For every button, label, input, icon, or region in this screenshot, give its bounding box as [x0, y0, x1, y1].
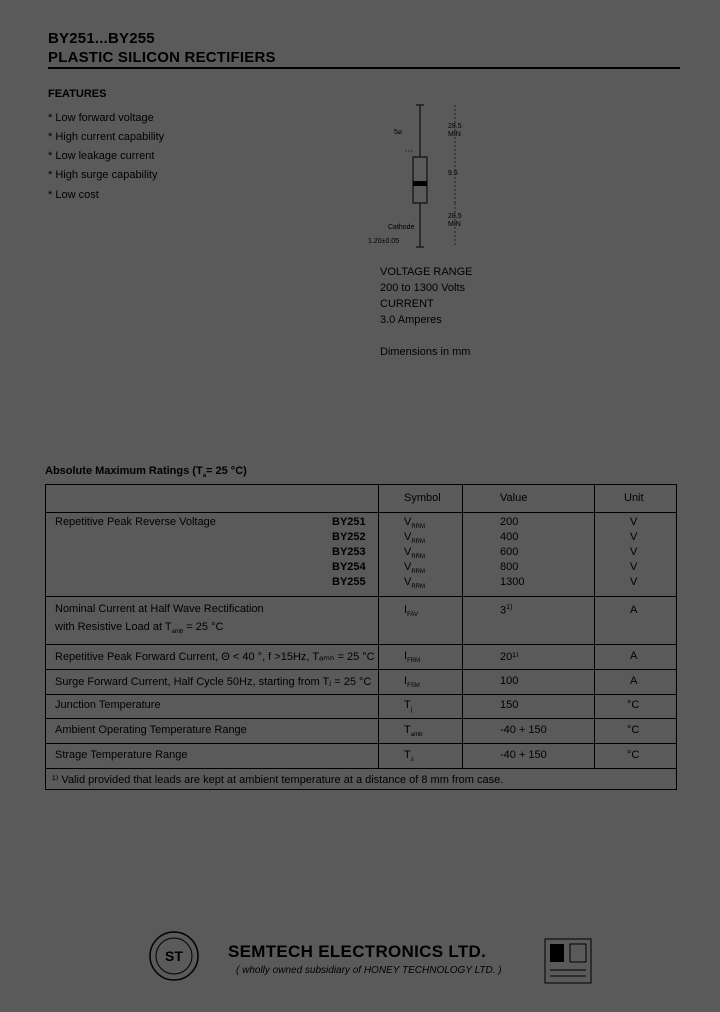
- cathode-label: Cathode: [388, 224, 415, 231]
- row-unit: A: [630, 650, 638, 662]
- feature-item: * High surge capability: [48, 169, 158, 181]
- row-symbol: $T_s$: [404, 749, 414, 763]
- semtech-logo: [148, 930, 200, 982]
- row-value: 100: [500, 675, 519, 687]
- table-top-border: [45, 484, 677, 485]
- dimensions-note: Dimensions in mm: [380, 346, 471, 358]
- rrm-symbol: $V_{RRM}$: [404, 531, 426, 545]
- rrm-part: BY254: [332, 561, 366, 573]
- voltage-range-label: VOLTAGE RANGE: [380, 266, 473, 278]
- row-value: -40 + 150: [500, 749, 547, 761]
- svg-text:ST: ST: [165, 948, 183, 964]
- rrm-value: 200: [500, 516, 519, 528]
- rrm-unit: V: [630, 576, 638, 588]
- dim-body-label: 9.5: [448, 170, 458, 177]
- rrm-symbol: $V_{RRM}$: [404, 576, 426, 590]
- dim-bottom-label: 28.5: [448, 213, 462, 220]
- dim-top-min-label: MIN: [448, 131, 461, 138]
- table-row-divider: [45, 694, 677, 695]
- ratings-heading: Absolute Maximum Ratings ($T_a= 25$ °C): [45, 465, 247, 479]
- rrm-symbol: $V_{RRM}$: [404, 561, 426, 575]
- dim-top-label: 28.5: [448, 123, 462, 130]
- feature-item: * Low cost: [48, 189, 99, 201]
- row-unit: A: [630, 675, 638, 687]
- table-row-divider: [45, 512, 677, 513]
- company-name: SEMTECH ELECTRONICS LTD.: [228, 942, 487, 961]
- rrm-part: BY251: [332, 516, 366, 528]
- row-symbol: $I_{FSM}$: [404, 675, 420, 689]
- row-unit: °C: [627, 749, 640, 761]
- table-row-divider: [45, 718, 677, 719]
- nominal-unit: A: [630, 604, 638, 616]
- lead-size-label: 1.20±0.05: [368, 238, 400, 245]
- rrm-part: BY253: [332, 546, 366, 558]
- table-footnote: ¹⁾ Valid provided that leads are kept at ambient temperature at a distance of 8 mm from case.: [52, 774, 504, 786]
- row-symbol: $T_{amb}$: [404, 724, 423, 738]
- row-value: -40 + 150: [500, 724, 547, 736]
- table-row-divider: [45, 743, 677, 744]
- row-symbol: $T_j$: [404, 699, 413, 713]
- rrm-part: BY255: [332, 576, 366, 588]
- row-value: 150: [500, 699, 519, 711]
- row-label: Repetitive Peak Forward Current, Θ < 40 °, f >15Hz, Tₐₘₕ = 25 °C: [55, 651, 375, 663]
- row-label: Surge Forward Current, Half Cycle 50Hz, starting from Tⱼ = 25 °C: [55, 676, 372, 688]
- row-symbol: $I_{FRM}$: [404, 650, 421, 664]
- rrm-unit: V: [630, 561, 638, 573]
- col-value-header: Value: [500, 492, 528, 504]
- rrm-value: 600: [500, 546, 519, 558]
- table-col-divider: [462, 484, 463, 768]
- current-label: CURRENT: [380, 298, 434, 310]
- feature-item: * Low leakage current: [48, 150, 155, 162]
- feature-item: * Low forward voltage: [48, 112, 154, 124]
- certification-mark: [544, 938, 592, 984]
- table-row-divider: [45, 644, 677, 645]
- lead-diameter-label: 5⌀: [394, 129, 403, 136]
- feature-item: * High current capability: [48, 131, 165, 143]
- table-row-divider: [45, 669, 677, 670]
- rrm-value: 400: [500, 531, 519, 543]
- table-col-divider: [378, 484, 379, 768]
- voltage-range-value: 200 to 1300 Volts: [380, 282, 466, 294]
- row-label: Strage Temperature Range: [55, 749, 188, 761]
- col-symbol-header: Symbol: [404, 492, 441, 504]
- features-heading: FEATURES: [48, 88, 107, 100]
- rrm-value: 1300: [500, 576, 525, 588]
- row-label: Junction Temperature: [55, 699, 161, 711]
- row-label: Ambient Operating Temperature Range: [55, 724, 247, 736]
- rrm-symbol: $V_{RRM}$: [404, 516, 426, 530]
- page-title: PLASTIC SILICON RECTIFIERS: [48, 49, 276, 66]
- col-unit-header: Unit: [624, 492, 644, 504]
- row-value: 20¹⁾: [500, 651, 519, 663]
- rrm-unit: V: [630, 531, 638, 543]
- current-value: 3.0 Amperes: [380, 314, 442, 326]
- nominal-value: 3$^{1)}$: [500, 604, 513, 617]
- part-range-title: BY251...BY255: [48, 30, 155, 47]
- subsidiary-note: ( wholly owned subsidiary of HONEY TECHNOLOGY LTD. ): [236, 965, 502, 976]
- rrm-value: 800: [500, 561, 519, 573]
- nominal-label-line2: with Resistive Load at $T_{amb} = 25$ °C: [55, 621, 224, 635]
- rrm-unit: V: [630, 546, 638, 558]
- diode-package-diagram: [365, 95, 475, 255]
- table-bottom-border: [45, 789, 677, 790]
- row-unit: °C: [627, 724, 640, 736]
- table-col-divider: [594, 484, 595, 768]
- table-row-divider: [45, 768, 677, 769]
- nominal-label-line1: Nominal Current at Half Wave Rectification: [55, 603, 264, 615]
- table-row-divider: [45, 596, 677, 597]
- row-unit: °C: [627, 699, 640, 711]
- header-divider: [48, 67, 680, 69]
- dim-bottom-min-label: MIN: [448, 221, 461, 228]
- nominal-symbol: $I_{FAV}$: [404, 604, 418, 618]
- rrm-label: Repetitive Peak Reverse Voltage: [55, 516, 216, 528]
- rrm-unit: V: [630, 516, 638, 528]
- rrm-part: BY252: [332, 531, 366, 543]
- rrm-symbol: $V_{RRM}$: [404, 546, 426, 560]
